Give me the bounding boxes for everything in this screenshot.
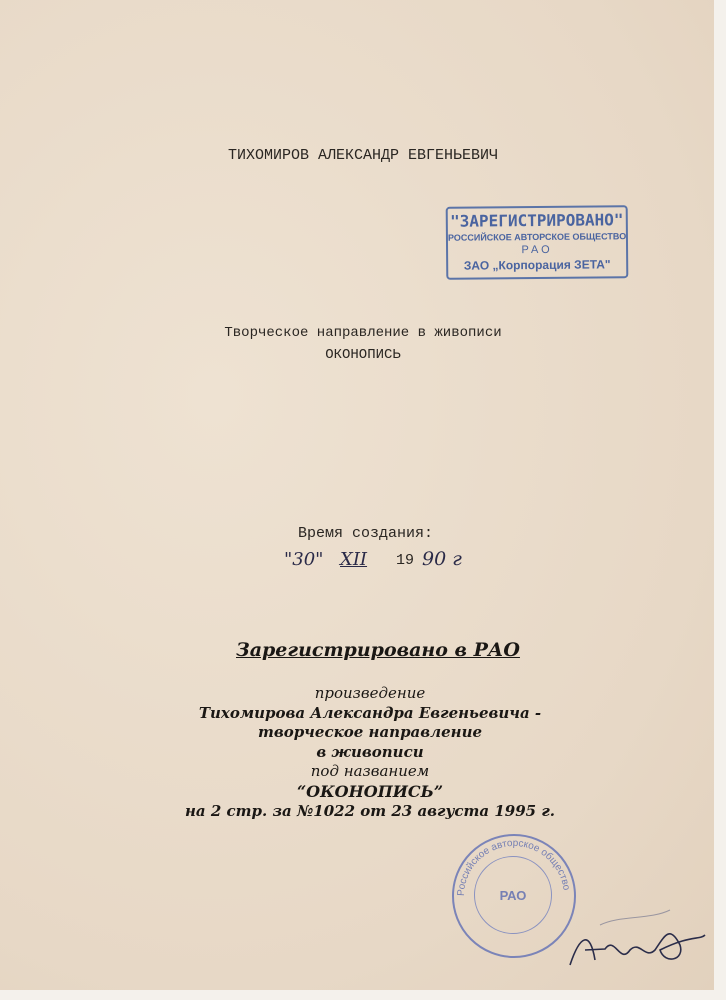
- stamp-line-4: ЗАО „Корпорация ЗЕТА": [463, 257, 611, 273]
- registration-block: [140, 684, 600, 822]
- author-header: ТИХОМИРОВ АЛЕКСАНДР ЕВГЕНЬЕВИЧ: [227, 147, 499, 164]
- stamp-line-1: "ЗАРЕГИСТРИРОВАНО": [450, 210, 624, 231]
- registration-line: Тихомирова Александра Евгеньевича -: [198, 703, 542, 722]
- direction-name: ОКОНОПИСЬ: [325, 347, 401, 363]
- registration-line: под названием: [310, 762, 430, 780]
- registration-line: на 2 стр. за №1022 от 23 августа 1995 г.: [184, 802, 555, 821]
- stamp-line-3: РАО: [521, 244, 553, 257]
- registration-title: Зарегистрировано в РАО: [236, 639, 520, 661]
- creation-day: "30": [284, 549, 324, 570]
- seal-emblem: РАО: [474, 856, 552, 934]
- creation-month: XII: [340, 549, 368, 570]
- registration-line: в живописи: [316, 742, 424, 761]
- registration-line: произведение: [314, 684, 426, 702]
- creation-year-prefix: 19: [396, 552, 415, 569]
- svg-text:Российское авторское общество: Российское авторское общество: [455, 837, 572, 897]
- registration-line: творческое направление: [257, 723, 483, 741]
- registration-stamp: [446, 205, 629, 280]
- registration-line: “ОКОНОПИСЬ”: [296, 781, 444, 801]
- signature: [560, 905, 710, 985]
- stamp-line-2: РОССИЙСКОЕ АВТОРСКОЕ ОБЩЕСТВО: [447, 231, 627, 243]
- direction-label: Творческое направление в живописи: [224, 325, 502, 341]
- creation-year-suffix: 90 г: [422, 548, 462, 570]
- round-seal: [452, 834, 576, 958]
- creation-time-label: Время создания:: [298, 525, 434, 542]
